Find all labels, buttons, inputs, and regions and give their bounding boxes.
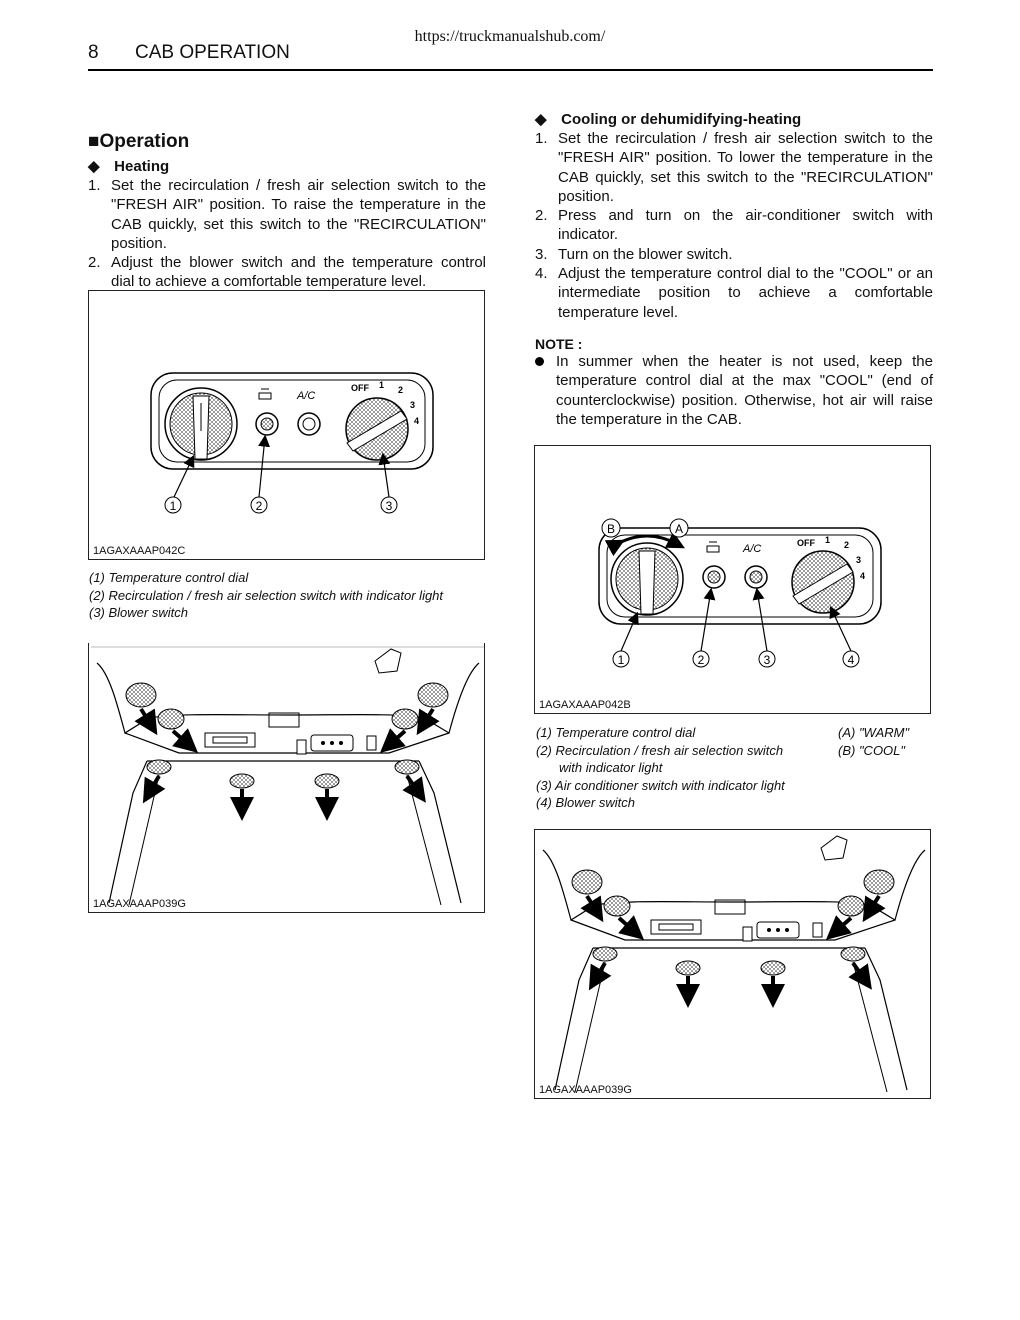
callout-3: 3: [763, 653, 771, 667]
caption-line: (3) Blower switch: [89, 605, 188, 620]
header-rule: [88, 69, 933, 71]
off-label: OFF: [797, 538, 815, 548]
callout-1: 1: [169, 499, 177, 513]
control-panel-ab-illustration: [535, 446, 930, 713]
note-heading: NOTE :: [535, 336, 583, 352]
heating-captions: [89, 569, 489, 622]
cooling-subheading: [535, 110, 801, 128]
cooling-captions: [536, 724, 836, 812]
heating-steps: [88, 176, 486, 292]
cab-vents-illustration: [535, 830, 930, 1098]
callout-3: 3: [385, 499, 393, 513]
cooling-step: 4. Adjust the temperature control dial to the "COOL" or an intermediate position to achieve a comfortable temperature level.: [535, 265, 933, 321]
section-title: CAB OPERATION: [135, 42, 290, 63]
letter-b: B: [606, 522, 616, 536]
note-text: In summer when the heater is not used, keep the temperature control dial at the max "COOL" (end of counterclockwise) position. Otherwise, hot air will raise the temperature in the CAB.: [556, 353, 933, 428]
bullet-dot-icon: [535, 357, 544, 366]
letter-a: A: [674, 522, 684, 536]
caption-line: (3) Air conditioner switch with indicator light: [536, 777, 785, 793]
cooling-steps: [535, 129, 933, 322]
off-label: OFF: [351, 383, 369, 393]
caption-line: (1) Temperature control dial: [89, 570, 249, 585]
control-panel-illustration: [89, 291, 484, 559]
caption-line: (2) Recirculation / fresh air selection switch with indicator light: [89, 587, 444, 603]
control-panel-ab-figure: [534, 445, 931, 714]
operation-heading: ■Operation: [88, 131, 190, 152]
cab-vents-illustration: [89, 643, 484, 911]
caption-line: (A) "WARM": [838, 725, 910, 740]
diamond-bullet-icon: ◆: [88, 158, 100, 175]
caption-line: (1) Temperature control dial: [536, 725, 696, 740]
blower-4-label: 4: [860, 571, 866, 581]
callout-2: 2: [697, 653, 705, 667]
heating-subheading-text: Heating: [114, 158, 170, 175]
blower-3-label: 3: [856, 555, 862, 565]
source-url: https://truckmanualshub.com/: [414, 28, 606, 45]
blower-3-label: 3: [410, 400, 416, 410]
cooling-step: 3. Turn on the blower switch.: [535, 245, 733, 263]
ac-label: A/C: [743, 543, 762, 555]
ac-label: A/C: [297, 390, 316, 402]
caption-line: with indicator light: [559, 760, 663, 775]
blower-4-label: 4: [414, 416, 420, 426]
figure-code: 1AGAXAAAP042C: [93, 545, 186, 557]
figure-code: 1AGAXAAAP042B: [539, 699, 631, 711]
cab-vents-figure: [88, 643, 485, 913]
cooling-subheading-text: Cooling or dehumidifying-heating: [561, 111, 802, 128]
caption-line: (B) "COOL": [838, 742, 906, 758]
figure-code: 1AGAXAAAP039G: [539, 1084, 632, 1096]
blower-1-label: 1: [825, 535, 831, 545]
cooling-step: 1. Set the recirculation / fresh air selection switch to the "FRESH AIR" position. To lower the temperature in the CAB quickly, set this switch to the "RECIRCULATION" position.: [535, 130, 933, 205]
callout-1: 1: [617, 653, 625, 667]
caption-line: (2) Recirculation / fresh air selection switch: [536, 742, 784, 758]
figure-code: 1AGAXAAAP039G: [93, 898, 186, 910]
ab-captions: [838, 724, 933, 759]
heating-step: 2. Adjust the blower switch and the temperature control dial to achieve a comfortable temperature level.: [88, 254, 486, 291]
note-item: [533, 352, 933, 429]
blower-2-label: 2: [844, 540, 850, 550]
callout-2: 2: [255, 499, 263, 513]
page-number: 8: [88, 42, 99, 63]
blower-1-label: 1: [379, 380, 385, 390]
diamond-bullet-icon: ◆: [535, 111, 547, 128]
callout-4: 4: [847, 653, 855, 667]
cooling-step: 2. Press and turn on the air-conditioner switch with indicator.: [535, 207, 933, 244]
control-panel-figure: [88, 290, 485, 560]
blower-2-label: 2: [398, 385, 404, 395]
caption-line: (4) Blower switch: [536, 795, 635, 810]
cab-vents-figure-2: [534, 829, 931, 1099]
heating-subheading: [88, 157, 169, 175]
heating-step: 1. Set the recirculation / fresh air selection switch to the "FRESH AIR" position. To raise the temperature in the CAB quickly, set this switch to the "RECIRCULATION" position.: [88, 177, 486, 252]
